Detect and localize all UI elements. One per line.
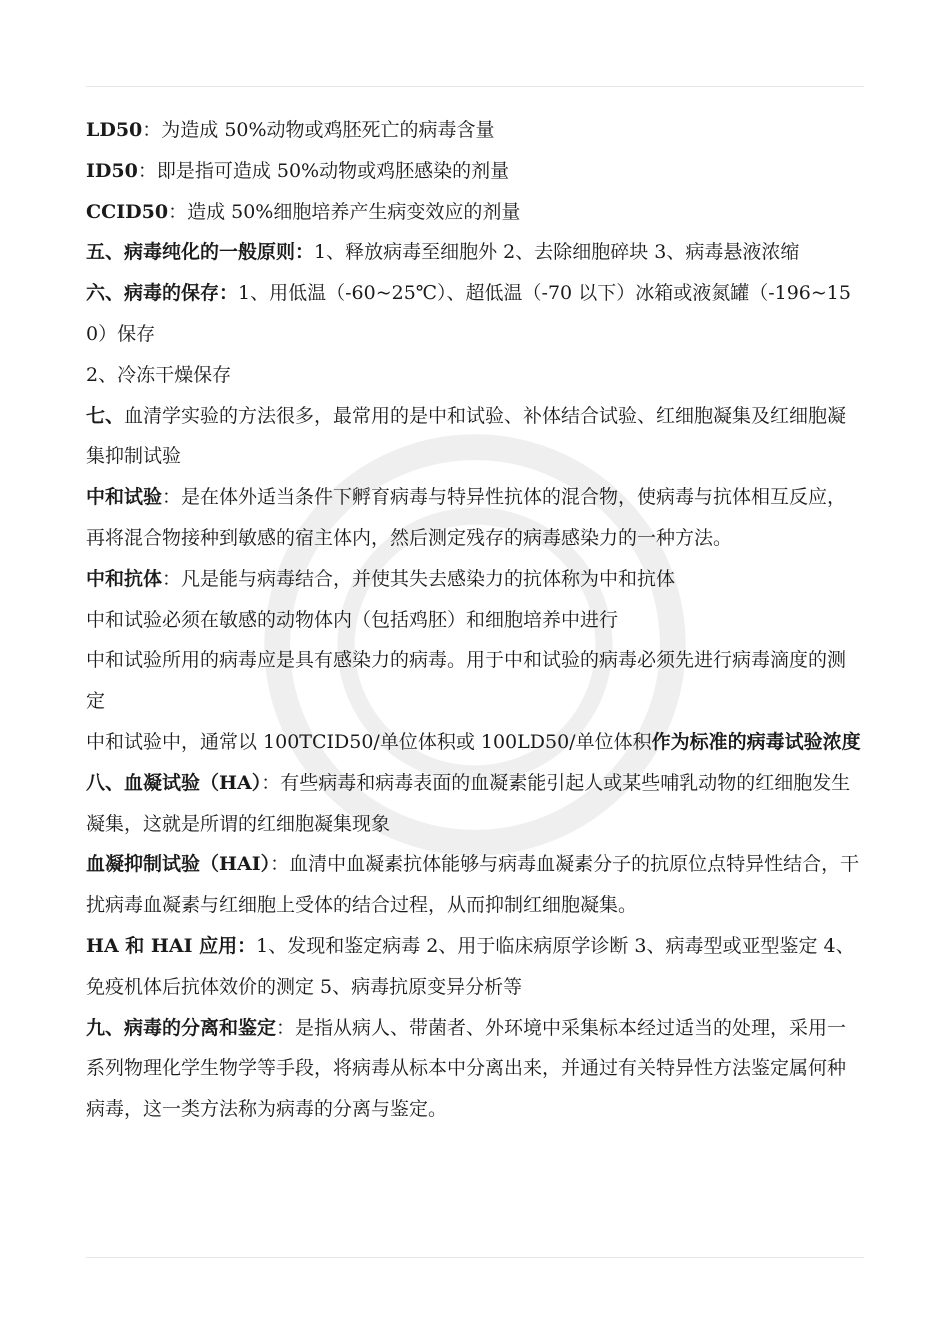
text-run: ：是指从病人、带菌者、外环境中采集标本经过适当的处理，采用一系列物理化学生物学等手段，将病毒从标本中分离出来，并通过有关特异性方法鉴定属何种病毒，这一类方法称为病毒的分离与鉴定。 <box>86 1016 847 1121</box>
bold-text-run: CCID50 <box>86 200 169 223</box>
text-run: ：是在体外适当条件下孵育病毒与特异性抗体的混合物，使病毒与抗体相互反应，再将混合物接种到敏感的宿主体内，然后测定残存的病毒感染力的一种方法。 <box>86 486 847 549</box>
paragraph <box>86 273 864 355</box>
text-run: 中和试验必须在敏感的动物体内（包括鸡胚）和细胞培养中进行 <box>86 608 619 631</box>
text-run: 1、用低温（-60~25℃）、超低温（-70 以下）冰箱或液氮罐（-196~150）保存 <box>86 282 851 345</box>
bold-text-run: LD50 <box>86 119 143 141</box>
paragraph <box>86 844 864 926</box>
paragraph <box>86 926 864 1008</box>
header-rule <box>86 86 864 87</box>
paragraph <box>86 192 864 233</box>
bold-text-run: HA 和 HAI 应用： <box>86 934 257 957</box>
text-run: ：造成 50%细胞培养产生病变效应的剂量 <box>168 200 521 223</box>
paragraph <box>86 559 864 600</box>
paragraph <box>86 110 864 151</box>
document-body <box>86 110 864 1130</box>
footer-rule <box>86 1257 864 1258</box>
bold-text-run: 血凝抑制试验（HAI） <box>86 853 271 876</box>
bold-text-run: 九、病毒的分离和鉴定 <box>86 1016 277 1039</box>
paragraph <box>86 763 864 845</box>
bold-text-run: 六、病毒的保存： <box>86 282 239 305</box>
paragraph <box>86 600 864 641</box>
text-run: 中和试验中，通常以 100TCID50/单位体积或 100LD50/单位体积 <box>86 730 652 753</box>
bold-text-run: 中和试验 <box>86 486 163 509</box>
bold-text-run: ID50 <box>86 159 138 182</box>
text-run: ：血清中血凝素抗体能够与病毒血凝素分子的抗原位点特异性结合，干扰病毒血凝素与红细胞上受体的结合过程，从而抑制红细胞凝集。 <box>86 853 860 917</box>
bold-text-run: 中和抗体 <box>86 567 163 590</box>
text-run: 中和试验所用的病毒应是具有感染力的病毒。用于中和试验的病毒必须先进行病毒滴度的测定 <box>86 649 847 713</box>
text-run: 1、发现和鉴定病毒 2、用于临床病原学诊断 3、病毒型或亚型鉴定 4、免疫机体后抗体效价的测定 5、病毒抗原变异分析等 <box>86 934 855 998</box>
bold-text-run: 五、病毒纯化的一般原则： <box>86 241 315 264</box>
bold-text-run: 七、 <box>86 404 125 427</box>
paragraph <box>86 151 864 192</box>
paragraph <box>86 640 864 722</box>
text-run: 1、释放病毒至细胞外 2、去除细胞碎块 3、病毒悬液浓缩 <box>314 241 800 264</box>
paragraph <box>86 477 864 559</box>
bold-text-run: 作为标准的病毒试验浓度 <box>651 730 861 753</box>
paragraph <box>86 396 864 478</box>
text-run: 血清学实验的方法很多，最常用的是中和试验、补体结合试验、红细胞凝集及红细胞凝集抑制试验 <box>86 404 847 468</box>
paragraph <box>86 232 864 273</box>
text-run: ：为造成 50%动物或鸡胚死亡的病毒含量 <box>142 119 495 141</box>
text-run: ：凡是能与病毒结合，并使其失去感染力的抗体称为中和抗体 <box>162 567 676 590</box>
text-run: ：即是指可造成 50%动物或鸡胚感染的剂量 <box>137 159 510 182</box>
paragraph <box>86 722 864 763</box>
paragraph <box>86 1008 864 1130</box>
text-run: 2、冷冻干燥保存 <box>86 363 232 386</box>
paragraph <box>86 355 864 396</box>
bold-text-run: 八、血凝试验（HA） <box>86 771 262 794</box>
text-run: ：有些病毒和病毒表面的血凝素能引起人或某些哺乳动物的红细胞发生凝集，这就是所谓的红细胞凝集现象 <box>86 771 851 835</box>
